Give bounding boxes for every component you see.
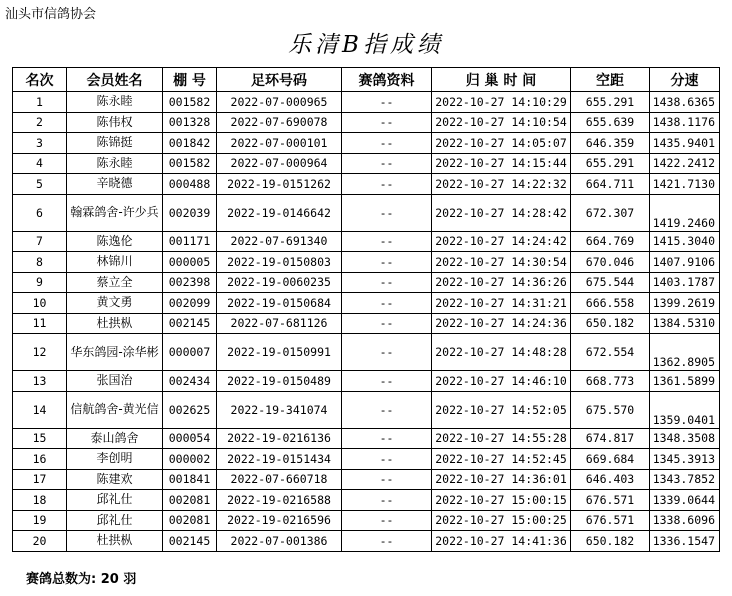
cell-distance: 650.182 bbox=[571, 531, 650, 552]
cell-pigeon-info: -- bbox=[342, 153, 432, 174]
cell-member-name: 杜拱枞 bbox=[67, 531, 163, 552]
table-row bbox=[13, 510, 720, 531]
cell-loft: 000005 bbox=[163, 252, 217, 273]
table-row bbox=[13, 293, 720, 314]
cell-pigeon-info: -- bbox=[342, 490, 432, 511]
page-title: 乐清B指成绩 bbox=[288, 32, 444, 58]
table-row bbox=[13, 531, 720, 552]
cell-loft: 001171 bbox=[163, 231, 217, 252]
cell-pigeon-info: -- bbox=[342, 313, 432, 334]
header-row bbox=[13, 68, 720, 92]
cell-return-time: 2022-10-27 14:22:32 bbox=[432, 174, 571, 195]
cell-loft: 001841 bbox=[163, 469, 217, 490]
table-row bbox=[13, 133, 720, 154]
cell-ring-number: 2022-19-0216588 bbox=[217, 490, 342, 511]
cell-speed: 1362.8905 bbox=[650, 334, 720, 371]
cell-speed: 1415.3040 bbox=[650, 231, 720, 252]
cell-pigeon-info: -- bbox=[342, 293, 432, 314]
cell-loft: 002625 bbox=[163, 391, 217, 428]
cell-rank: 4 bbox=[13, 153, 67, 174]
cell-member-name: 陈逸伦 bbox=[67, 231, 163, 252]
cell-speed: 1338.6096 bbox=[650, 510, 720, 531]
cell-return-time: 2022-10-27 14:15:44 bbox=[432, 153, 571, 174]
cell-rank: 10 bbox=[13, 293, 67, 314]
cell-speed: 1399.2619 bbox=[650, 293, 720, 314]
header-rank: 名次 bbox=[13, 68, 67, 92]
cell-member-name: 蔡立全 bbox=[67, 272, 163, 293]
cell-ring-number: 2022-19-0216136 bbox=[217, 428, 342, 449]
header-speed: 分速 bbox=[650, 68, 720, 92]
cell-speed: 1403.1787 bbox=[650, 272, 720, 293]
table-row bbox=[13, 252, 720, 273]
cell-rank: 15 bbox=[13, 428, 67, 449]
cell-member-name: 陈伟权 bbox=[67, 112, 163, 133]
cell-member-name: 陈永睦 bbox=[67, 153, 163, 174]
cell-return-time: 2022-10-27 14:31:21 bbox=[432, 293, 571, 314]
cell-ring-number: 2022-07-690078 bbox=[217, 112, 342, 133]
cell-return-time: 2022-10-27 14:30:54 bbox=[432, 252, 571, 273]
table-row bbox=[13, 174, 720, 195]
cell-ring-number: 2022-19-0150489 bbox=[217, 371, 342, 392]
cell-distance: 672.554 bbox=[571, 334, 650, 371]
table-row bbox=[13, 428, 720, 449]
cell-rank: 9 bbox=[13, 272, 67, 293]
cell-rank: 14 bbox=[13, 391, 67, 428]
cell-pigeon-info: -- bbox=[342, 428, 432, 449]
cell-speed: 1438.1176 bbox=[650, 112, 720, 133]
table-row bbox=[13, 92, 720, 113]
cell-rank: 5 bbox=[13, 174, 67, 195]
cell-distance: 655.291 bbox=[571, 153, 650, 174]
cell-speed: 1419.2460 bbox=[650, 194, 720, 231]
cell-rank: 19 bbox=[13, 510, 67, 531]
cell-distance: 672.307 bbox=[571, 194, 650, 231]
cell-speed: 1336.1547 bbox=[650, 531, 720, 552]
cell-distance: 675.570 bbox=[571, 391, 650, 428]
cell-return-time: 2022-10-27 14:48:28 bbox=[432, 334, 571, 371]
cell-speed: 1435.9401 bbox=[650, 133, 720, 154]
cell-pigeon-info: -- bbox=[342, 449, 432, 470]
results-body bbox=[13, 92, 720, 552]
cell-pigeon-info: -- bbox=[342, 174, 432, 195]
cell-pigeon-info: -- bbox=[342, 469, 432, 490]
cell-loft: 002081 bbox=[163, 510, 217, 531]
cell-pigeon-info: -- bbox=[342, 391, 432, 428]
cell-speed: 1438.6365 bbox=[650, 92, 720, 113]
cell-ring-number: 2022-19-0151434 bbox=[217, 449, 342, 470]
cell-distance: 650.182 bbox=[571, 313, 650, 334]
cell-rank: 11 bbox=[13, 313, 67, 334]
cell-speed: 1361.5899 bbox=[650, 371, 720, 392]
cell-return-time: 2022-10-27 14:24:42 bbox=[432, 231, 571, 252]
organization-name: 汕头市信鸽协会 bbox=[5, 7, 97, 22]
cell-distance: 664.711 bbox=[571, 174, 650, 195]
cell-rank: 1 bbox=[13, 92, 67, 113]
cell-speed: 1343.7852 bbox=[650, 469, 720, 490]
cell-pigeon-info: -- bbox=[342, 531, 432, 552]
cell-member-name: 华东鸽园-涂华彬 bbox=[67, 334, 163, 371]
cell-pigeon-info: -- bbox=[342, 272, 432, 293]
cell-member-name: 陈锦挺 bbox=[67, 133, 163, 154]
cell-loft: 001582 bbox=[163, 153, 217, 174]
cell-ring-number: 2022-19-0150803 bbox=[217, 252, 342, 273]
table-row bbox=[13, 371, 720, 392]
cell-ring-number: 2022-07-691340 bbox=[217, 231, 342, 252]
cell-loft: 002081 bbox=[163, 490, 217, 511]
cell-return-time: 2022-10-27 14:36:01 bbox=[432, 469, 571, 490]
cell-distance: 664.769 bbox=[571, 231, 650, 252]
cell-pigeon-info: -- bbox=[342, 194, 432, 231]
cell-distance: 675.544 bbox=[571, 272, 650, 293]
cell-return-time: 2022-10-27 14:05:07 bbox=[432, 133, 571, 154]
cell-loft: 001842 bbox=[163, 133, 217, 154]
cell-ring-number: 2022-19-341074 bbox=[217, 391, 342, 428]
header-member-name: 会员姓名 bbox=[67, 68, 163, 92]
cell-member-name: 邱礼仕 bbox=[67, 490, 163, 511]
cell-rank: 6 bbox=[13, 194, 67, 231]
cell-distance: 655.639 bbox=[571, 112, 650, 133]
cell-rank: 8 bbox=[13, 252, 67, 273]
cell-distance: 669.684 bbox=[571, 449, 650, 470]
cell-rank: 17 bbox=[13, 469, 67, 490]
cell-distance: 674.817 bbox=[571, 428, 650, 449]
cell-ring-number: 2022-07-660718 bbox=[217, 469, 342, 490]
cell-distance: 676.571 bbox=[571, 510, 650, 531]
cell-member-name: 黄文勇 bbox=[67, 293, 163, 314]
cell-rank: 2 bbox=[13, 112, 67, 133]
cell-loft: 000002 bbox=[163, 449, 217, 470]
cell-distance: 676.571 bbox=[571, 490, 650, 511]
cell-pigeon-info: -- bbox=[342, 371, 432, 392]
cell-loft: 002099 bbox=[163, 293, 217, 314]
header-ring-number: 足环号码 bbox=[217, 68, 342, 92]
cell-distance: 646.403 bbox=[571, 469, 650, 490]
cell-return-time: 2022-10-27 14:10:54 bbox=[432, 112, 571, 133]
cell-pigeon-info: -- bbox=[342, 231, 432, 252]
cell-return-time: 2022-10-27 14:24:36 bbox=[432, 313, 571, 334]
cell-speed: 1421.7130 bbox=[650, 174, 720, 195]
table-row bbox=[13, 334, 720, 371]
cell-rank: 20 bbox=[13, 531, 67, 552]
cell-ring-number: 2022-07-001386 bbox=[217, 531, 342, 552]
cell-rank: 16 bbox=[13, 449, 67, 470]
cell-rank: 7 bbox=[13, 231, 67, 252]
table-row bbox=[13, 391, 720, 428]
table-row bbox=[13, 272, 720, 293]
cell-loft: 001328 bbox=[163, 112, 217, 133]
cell-ring-number: 2022-19-0151262 bbox=[217, 174, 342, 195]
table-row bbox=[13, 490, 720, 511]
cell-ring-number: 2022-19-0146642 bbox=[217, 194, 342, 231]
cell-member-name: 邱礼仕 bbox=[67, 510, 163, 531]
cell-ring-number: 2022-07-000964 bbox=[217, 153, 342, 174]
cell-return-time: 2022-10-27 15:00:15 bbox=[432, 490, 571, 511]
cell-distance: 670.046 bbox=[571, 252, 650, 273]
cell-member-name: 李创明 bbox=[67, 449, 163, 470]
cell-member-name: 翰霖鸽舍-许少兵 bbox=[67, 194, 163, 231]
cell-pigeon-info: -- bbox=[342, 334, 432, 371]
cell-distance: 646.359 bbox=[571, 133, 650, 154]
header-return-time: 归 巢 时 间 bbox=[432, 68, 571, 92]
cell-ring-number: 2022-19-0150991 bbox=[217, 334, 342, 371]
cell-loft: 000488 bbox=[163, 174, 217, 195]
cell-return-time: 2022-10-27 14:52:05 bbox=[432, 391, 571, 428]
cell-rank: 18 bbox=[13, 490, 67, 511]
cell-pigeon-info: -- bbox=[342, 92, 432, 113]
results-table bbox=[12, 67, 720, 552]
cell-member-name: 林锦川 bbox=[67, 252, 163, 273]
cell-member-name: 杜拱枞 bbox=[67, 313, 163, 334]
cell-pigeon-info: -- bbox=[342, 133, 432, 154]
cell-speed: 1348.3508 bbox=[650, 428, 720, 449]
header-pigeon-info: 赛鸽资料 bbox=[342, 68, 432, 92]
table-row bbox=[13, 112, 720, 133]
cell-loft: 002145 bbox=[163, 531, 217, 552]
cell-return-time: 2022-10-27 14:28:42 bbox=[432, 194, 571, 231]
cell-speed: 1407.9106 bbox=[650, 252, 720, 273]
cell-speed: 1384.5310 bbox=[650, 313, 720, 334]
total-count: 赛鸽总数为: 20 羽 bbox=[26, 572, 137, 587]
cell-rank: 13 bbox=[13, 371, 67, 392]
cell-ring-number: 2022-19-0216596 bbox=[217, 510, 342, 531]
cell-return-time: 2022-10-27 14:36:26 bbox=[432, 272, 571, 293]
cell-ring-number: 2022-07-000101 bbox=[217, 133, 342, 154]
table-row bbox=[13, 231, 720, 252]
cell-return-time: 2022-10-27 15:00:25 bbox=[432, 510, 571, 531]
cell-return-time: 2022-10-27 14:55:28 bbox=[432, 428, 571, 449]
cell-member-name: 泰山鸽舍 bbox=[67, 428, 163, 449]
cell-pigeon-info: -- bbox=[342, 252, 432, 273]
cell-loft: 002039 bbox=[163, 194, 217, 231]
cell-ring-number: 2022-07-681126 bbox=[217, 313, 342, 334]
cell-member-name: 陈永睦 bbox=[67, 92, 163, 113]
header-distance: 空距 bbox=[571, 68, 650, 92]
cell-speed: 1345.3913 bbox=[650, 449, 720, 470]
cell-speed: 1339.0644 bbox=[650, 490, 720, 511]
cell-distance: 655.291 bbox=[571, 92, 650, 113]
table-row bbox=[13, 449, 720, 470]
cell-rank: 3 bbox=[13, 133, 67, 154]
cell-ring-number: 2022-19-0150684 bbox=[217, 293, 342, 314]
cell-pigeon-info: -- bbox=[342, 510, 432, 531]
cell-return-time: 2022-10-27 14:52:45 bbox=[432, 449, 571, 470]
cell-distance: 668.773 bbox=[571, 371, 650, 392]
table-row bbox=[13, 153, 720, 174]
cell-member-name: 辛晓德 bbox=[67, 174, 163, 195]
cell-loft: 000054 bbox=[163, 428, 217, 449]
cell-loft: 002434 bbox=[163, 371, 217, 392]
table-row bbox=[13, 313, 720, 334]
cell-ring-number: 2022-19-0060235 bbox=[217, 272, 342, 293]
cell-loft: 001582 bbox=[163, 92, 217, 113]
table-row bbox=[13, 194, 720, 231]
table-row bbox=[13, 469, 720, 490]
cell-loft: 000007 bbox=[163, 334, 217, 371]
cell-member-name: 陈建欢 bbox=[67, 469, 163, 490]
cell-speed: 1422.2412 bbox=[650, 153, 720, 174]
cell-loft: 002145 bbox=[163, 313, 217, 334]
cell-member-name: 张国治 bbox=[67, 371, 163, 392]
cell-return-time: 2022-10-27 14:46:10 bbox=[432, 371, 571, 392]
cell-loft: 002398 bbox=[163, 272, 217, 293]
cell-speed: 1359.0401 bbox=[650, 391, 720, 428]
cell-distance: 666.558 bbox=[571, 293, 650, 314]
cell-return-time: 2022-10-27 14:41:36 bbox=[432, 531, 571, 552]
cell-member-name: 信航鸽舍-黄光信 bbox=[67, 391, 163, 428]
header-loft: 棚 号 bbox=[163, 68, 217, 92]
cell-rank: 12 bbox=[13, 334, 67, 371]
cell-ring-number: 2022-07-000965 bbox=[217, 92, 342, 113]
cell-pigeon-info: -- bbox=[342, 112, 432, 133]
cell-return-time: 2022-10-27 14:10:29 bbox=[432, 92, 571, 113]
